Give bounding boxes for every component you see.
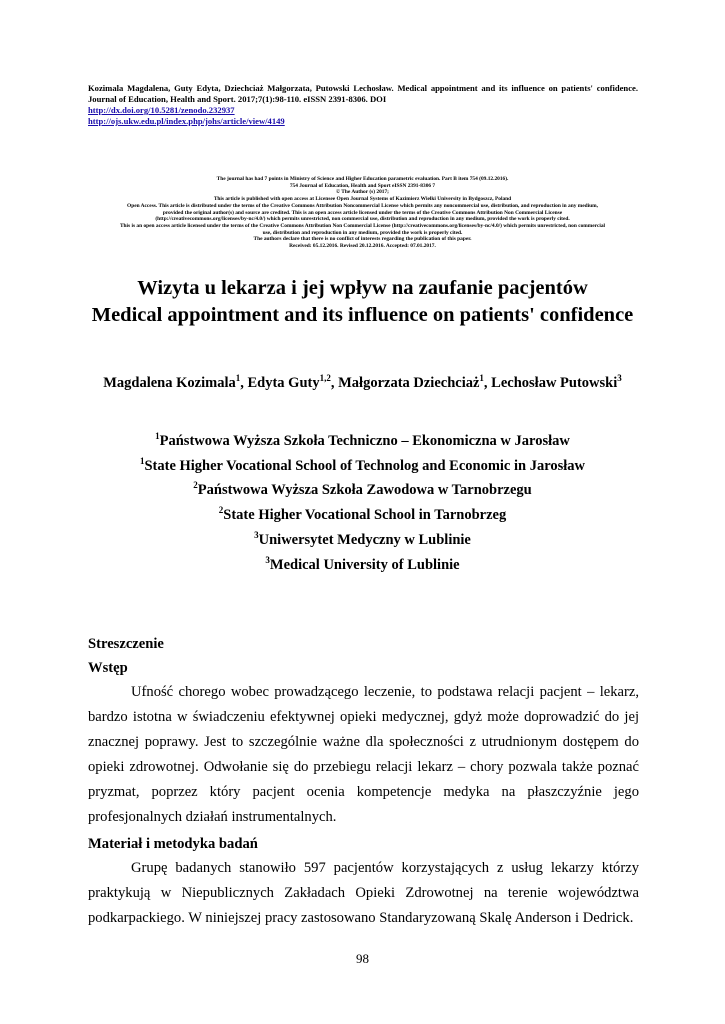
notice-line: The authors declare that there is no conflict of interests regarding the publication of this paper. xyxy=(253,236,472,243)
notice-line: This is an open access article licensed under the terms of the Creative Commons Attribution Non Commercial License (http://creativecommons.org/licenses/by-nc/4.0/) which permits unrestricted, non commercial xyxy=(119,222,606,229)
abstract-heading: Streszczenie xyxy=(88,636,164,652)
title-polish: Wizyta u lekarza i jej wpływ na zaufanie pacjentów xyxy=(137,277,588,299)
affiliation-line xyxy=(60,454,665,479)
author-affiliation-mark: 1 xyxy=(235,373,241,383)
affiliation-line xyxy=(60,553,665,578)
affiliation-mark: 3 xyxy=(265,554,270,565)
author-separator: , xyxy=(330,375,339,391)
affiliation-text: Medical University of Lublinie xyxy=(269,556,460,573)
notice-line: Received: 05.12.2016. Revised 20.12.2016. Accepted: 07.01.2017. xyxy=(289,243,436,250)
notice-line: © The Author (s) 2017; xyxy=(336,189,389,196)
affiliation-mark: 2 xyxy=(193,480,198,491)
affiliation-mark: 3 xyxy=(254,529,259,540)
abstract-body xyxy=(88,632,639,931)
methods-paragraph: Grupę badanych stanowiło 597 pacjentów korzystających z usług lekarzy którzy praktykują w Niepublicznych Zakładach Opieki Zdrowotnej na terenie województwa podkarpackiego. W niniejszej pracy zastosowano Standaryzowaną Skalę Anderson i Dedrick. xyxy=(88,860,639,926)
notice-line: Open Access. This article is distributed under the terms of the Creative Commons Attribution Noncommercial License which permits any noncommercial use, distribution, and reproduction in any medium, xyxy=(127,202,598,209)
author-affiliation-mark: 3 xyxy=(617,373,622,383)
affiliation-list xyxy=(60,429,665,577)
affiliation-mark: 1 xyxy=(155,431,160,441)
author-separator: , xyxy=(240,375,248,391)
author-name: Lechosław Putowski xyxy=(491,375,618,391)
notice-line: use, distribution and reproduction in any medium, provided the work is properly cited. xyxy=(262,229,463,236)
affiliation-line xyxy=(60,503,665,528)
affiliation-line xyxy=(60,478,665,503)
affiliation-mark: 1 xyxy=(139,455,145,466)
notice-line: This article is published with open access at Licensee Open Journal Systems of Kazimierz Wielki University in Bydgoszcz, Poland xyxy=(213,196,512,203)
doi-link[interactable]: http://dx.doi.org/10.5281/zenodo.232937 xyxy=(88,105,235,115)
section-heading-methods: Materiał i metodyka badań xyxy=(88,836,258,852)
affiliation-text: Państwowa Wyższa Szkoła Zawodowa w Tarnobrzegu xyxy=(197,482,532,499)
author-affiliation-mark: 1 xyxy=(479,373,484,383)
citation-text: Kozimala Magdalena, Guty Edyta, Dziechciaż Małgorzata, Putowski Lechosław. Medical appointment and its influence on patients' confidence. Journal of Education, Health and Sport. 2017;7(1):98-110. eISSN 2391-8306. DOI xyxy=(88,83,638,104)
section-heading-introduction: Wstęp xyxy=(88,660,128,676)
notice-line: 754 Journal of Education, Health and Sport eISSN 2391-8306 7 xyxy=(289,182,436,189)
notice-line: provided the original author(s) and source are credited. This is an open access article licensed under the terms of the Creative Commons Attribution Non Commercial License xyxy=(162,209,563,216)
author-separator: , xyxy=(483,375,492,391)
author-name: Małgorzata Dziechciaż xyxy=(338,375,480,391)
affiliation-text: State Higher Vocational School in Tarnobrzeg xyxy=(223,507,507,524)
journal-notice xyxy=(40,176,685,250)
citation-block xyxy=(88,83,638,127)
author-list xyxy=(60,375,665,392)
affiliation-line xyxy=(60,429,665,454)
affiliation-mark: 2 xyxy=(218,505,224,516)
introduction-paragraph: Ufność chorego wobec prowadzącego leczenie, to podstawa relacji pacjent – lekarz, bardzo istotna w świadczeniu efektywnej opieki medycznej, gdyż może doprowadzić do jej znacznej poprawy. Jest to szczególnie ważne dla społeczności z utrudnionym dostępem do opieki zdrowotnej. Odwołanie się do przebiegu relacji lekarz – chory pozwala także poznać pryzmat, poprzez który pacjent ocenia kompetencje medyka na płaszczyźnie jego profesjonalnych działań instrumentalnych. xyxy=(88,684,639,825)
affiliation-text: Uniwersytet Medyczny w Lublinie xyxy=(258,531,471,548)
affiliation-line xyxy=(60,528,665,553)
article-link[interactable]: http://ojs.ukw.edu.pl/index.php/johs/article/view/4149 xyxy=(88,116,285,126)
notice-line: (http://creativecommons.org/licenses/by-nc/4.0/) which permits unrestricted, non commercial use, distribution and reproduction in any medium, provided the work is properly cited. xyxy=(155,216,570,223)
author-name: Edyta Guty xyxy=(247,375,320,391)
article-title xyxy=(60,275,665,329)
page-number: 98 xyxy=(356,951,369,966)
notice-line: The journal has had 7 points in Ministry of Science and Higher Education parametric evaluation. Part B item 754 (09.12.2016). xyxy=(216,176,509,182)
title-english: Medical appointment and its influence on patients' confidence xyxy=(91,304,634,326)
author-name: Magdalena Kozimala xyxy=(103,375,236,391)
affiliation-text: Państwowa Wyższa Szkoła Techniczno – Ekonomiczna w Jarosław xyxy=(159,433,570,449)
affiliation-text: State Higher Vocational School of Technolog and Economic in Jarosław xyxy=(144,457,586,474)
author-affiliation-mark: 1,2 xyxy=(319,373,331,383)
